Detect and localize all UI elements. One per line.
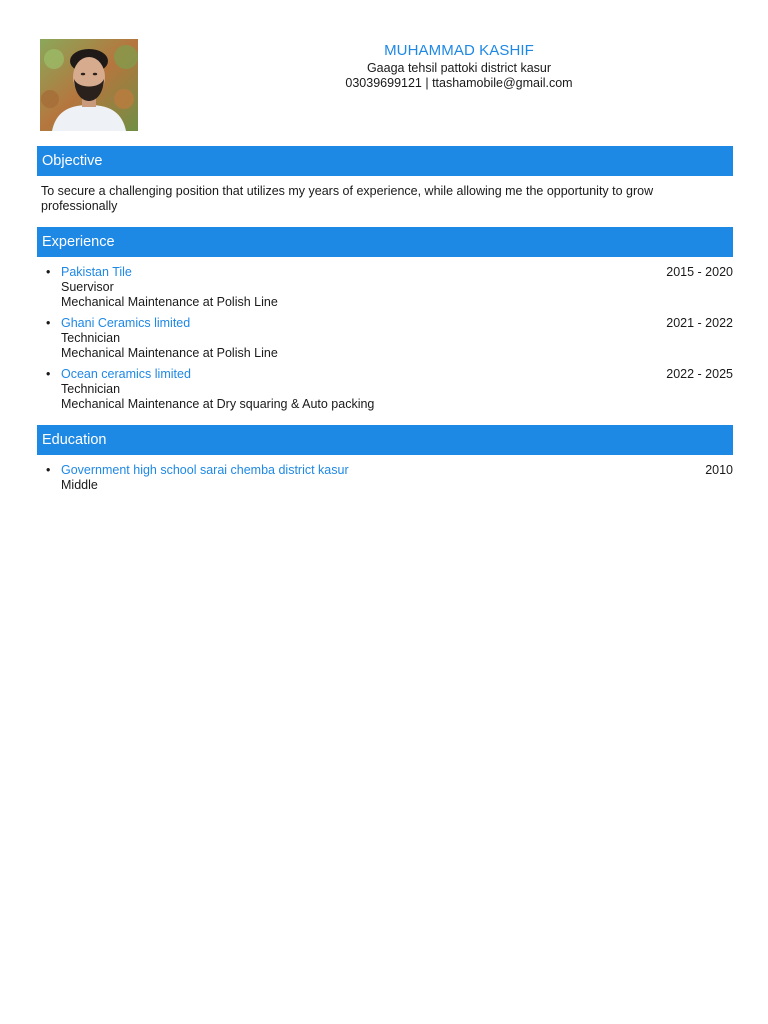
experience-list <box>41 265 733 418</box>
job-dates: 2022 - 2025 <box>666 367 733 381</box>
objective-text: To secure a challenging position that utilizes my years of experience, while allowing me the opportunity to grow professionally <box>41 184 654 213</box>
contact-line: 03039699121 | ttashamobile@gmail.com <box>345 76 573 90</box>
job-role: Technician <box>61 331 121 345</box>
education-year: 2010 <box>705 463 733 477</box>
profile-photo-image <box>40 39 138 131</box>
job-role: Technician <box>61 382 121 396</box>
education-level: Middle <box>61 478 98 492</box>
experience-item <box>41 367 733 418</box>
education-item <box>41 463 733 493</box>
experience-item <box>41 265 733 316</box>
company-name: Ocean ceramics limited <box>61 367 191 381</box>
job-dates: 2021 - 2022 <box>666 316 733 330</box>
bullet-icon: • <box>46 463 51 477</box>
bullet-icon: • <box>46 316 51 330</box>
company-name: Ghani Ceramics limited <box>61 316 191 330</box>
experience-item <box>41 316 733 367</box>
bullet-icon: • <box>46 367 51 381</box>
experience-section-header: Experience <box>37 227 733 257</box>
job-description: Mechanical Maintenance at Dry squaring & Auto packing <box>61 397 375 411</box>
company-name: Pakistan Tile <box>61 265 132 279</box>
address-line: Gaaga tehsil pattoki district kasur <box>366 61 552 75</box>
objective-section-header: Objective <box>37 146 733 176</box>
job-description: Mechanical Maintenance at Polish Line <box>61 295 278 309</box>
bullet-icon: • <box>46 265 51 279</box>
school-name: Government high school sarai chemba district kasur <box>61 463 349 477</box>
resume-header <box>150 41 768 91</box>
candidate-name: MUHAMMAD KASHIF <box>384 42 534 59</box>
job-description: Mechanical Maintenance at Polish Line <box>61 346 278 360</box>
education-list <box>41 463 733 493</box>
education-section-header: Education <box>37 425 733 455</box>
profile-photo <box>40 39 138 131</box>
job-dates: 2015 - 2020 <box>666 265 733 279</box>
job-role: Suervisor <box>61 280 114 294</box>
